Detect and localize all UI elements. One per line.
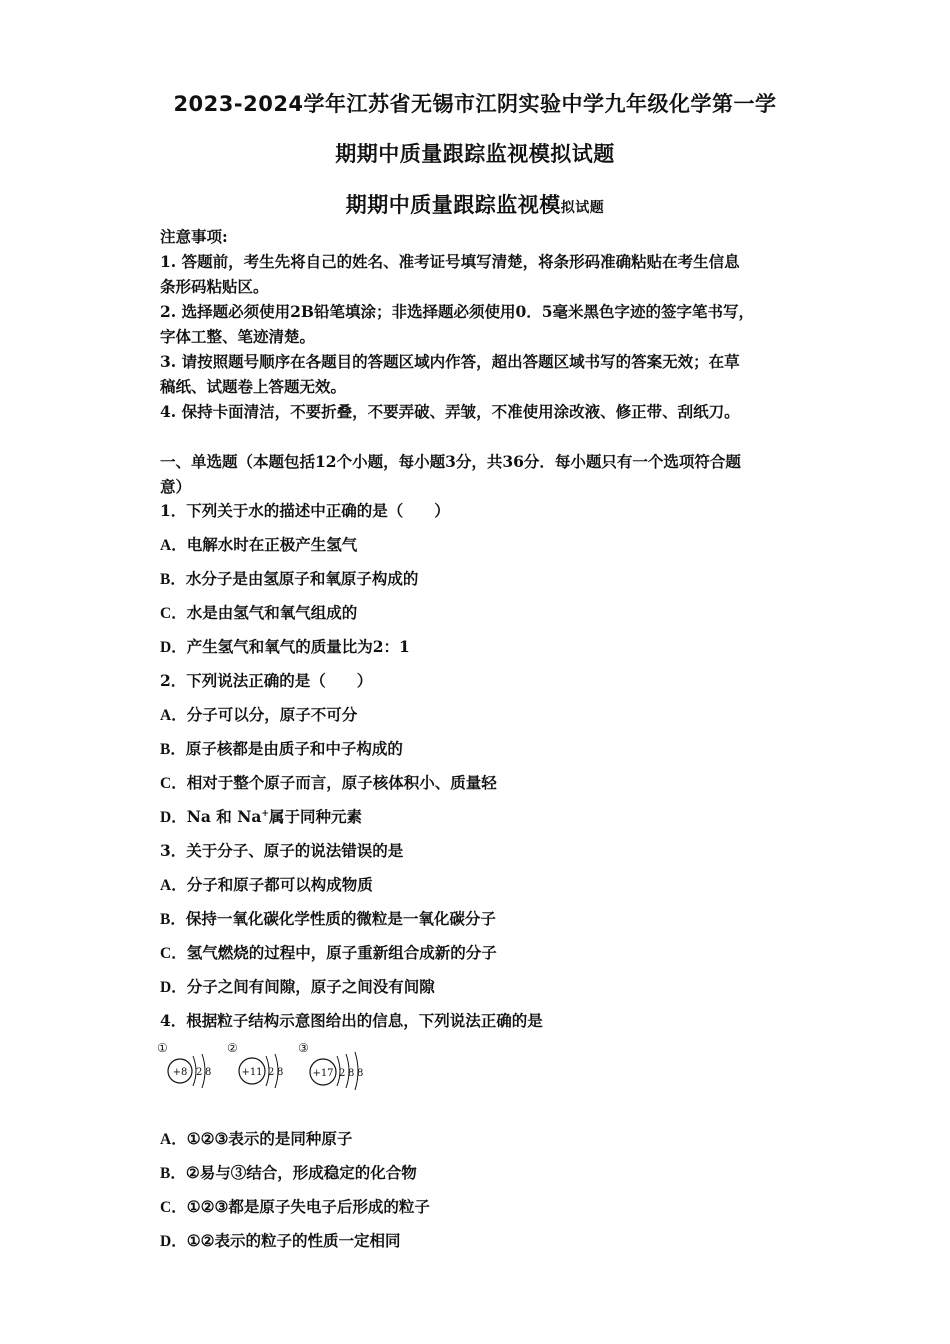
note-1-line1: 1. 答题前，考生先将自己的姓名、准考证号填写清楚，将条形码准确粘贴在考生信息 <box>160 252 740 271</box>
q4-stem: 4．根据粒子结构示意图给出的信息，下列说法正确的是 <box>160 1011 543 1030</box>
q4-option-b: B．②易与③结合，形成稳定的化合物 <box>160 1163 417 1182</box>
subtitle-main: 期期中质量跟踪监视模 <box>345 193 561 217</box>
shell-1-2: 8 <box>205 1067 212 1078</box>
note-4: 4. 保持卡面清洁，不要折叠，不要弄破、弄皱，不准使用涂改液、修正带、刮纸刀。 <box>160 402 740 421</box>
page-title-line2: 期期中质量跟踪监视模拟试题 <box>335 142 615 166</box>
q2-option-c: C．相对于整个原子而言，原子核体积小、质量轻 <box>160 773 497 792</box>
particle-structure-diagram <box>155 1038 395 1098</box>
label-2: ② <box>227 1041 238 1055</box>
q3-stem: 3．关于分子、原子的说法错误的是 <box>160 841 404 860</box>
shell-2-1: 2 <box>268 1067 275 1078</box>
page-subtitle <box>0 189 950 219</box>
q1-option-c: C．水是由氢气和氧气组成的 <box>160 603 358 622</box>
q1-option-a: A．电解水时在正极产生氢气 <box>160 535 358 554</box>
shell-3-1: 2 <box>339 1068 346 1079</box>
q2-option-b: B．原子核都是由质子和中子构成的 <box>160 739 403 758</box>
q4-option-d: D．①②表示的粒子的性质一定相同 <box>160 1231 401 1250</box>
q1-option-d: D．产生氢气和氧气的质量比为2：1 <box>160 637 410 656</box>
section-heading-line1: 一、单选题（本题包括12个小题，每小题3分，共36分．每小题只有一个选项符合题 <box>160 452 741 471</box>
note-3-line2: 稿纸、试题卷上答题无效。 <box>160 377 347 396</box>
q1-stem: 1．下列关于水的描述中正确的是（ ） <box>160 501 450 520</box>
q3-option-c: C．氢气燃烧的过程中，原子重新组合成新的分子 <box>160 943 497 962</box>
label-3: ③ <box>298 1041 309 1055</box>
superscript-charge: + <box>261 808 269 819</box>
note-1-line2: 条形码粘贴区。 <box>160 277 269 296</box>
label-1: ① <box>157 1041 168 1055</box>
q4-option-c: C．①②③都是原子失电子后形成的粒子 <box>160 1197 430 1216</box>
note-3-line1: 3. 请按照题号顺序在各题目的答题区域内作答，超出答题区域书写的答案无效；在草 <box>160 352 740 371</box>
shell-3-3: 8 <box>357 1068 364 1079</box>
q1-option-b: B．水分子是由氢原子和氧原子构成的 <box>160 569 419 588</box>
section-heading-line2: 意） <box>160 477 192 496</box>
subtitle-small: 拟试题 <box>560 200 605 216</box>
nucleus-3: +17 <box>312 1068 334 1079</box>
shell-1-1: 2 <box>196 1067 203 1078</box>
note-2-line2: 字体工整、笔迹清楚。 <box>160 327 316 346</box>
nucleus-2: +11 <box>241 1067 263 1078</box>
nucleus-1: +8 <box>172 1067 188 1078</box>
q4-option-a: A．①②③表示的是同种原子 <box>160 1129 353 1148</box>
note-2-line1: 2. 选择题必须使用2B铅笔填涂；非选择题必须使用0．5毫米黑色字迹的签字笔书写， <box>160 302 755 321</box>
q2-stem: 2．下列说法正确的是（ ） <box>160 671 373 690</box>
notes-heading: 注意事项: <box>160 227 228 246</box>
q3-option-a: A．分子和原子都可以构成物质 <box>160 875 373 894</box>
q3-option-d: D．分子之间有间隙，原子之间没有间隙 <box>160 977 435 996</box>
q2-option-d: D．Na 和 Na+属于同种元素 <box>160 807 362 826</box>
shell-3-2: 8 <box>348 1068 355 1079</box>
page-title-line1: 2023-2024学年江苏省无锡市江阴实验中学九年级化学第一学 <box>173 92 777 116</box>
q3-option-b: B．保持一氧化碳化学性质的微粒是一氧化碳分子 <box>160 909 496 928</box>
shell-2-2: 8 <box>277 1067 284 1078</box>
q2-option-a: A．分子可以分，原子不可分 <box>160 705 358 724</box>
